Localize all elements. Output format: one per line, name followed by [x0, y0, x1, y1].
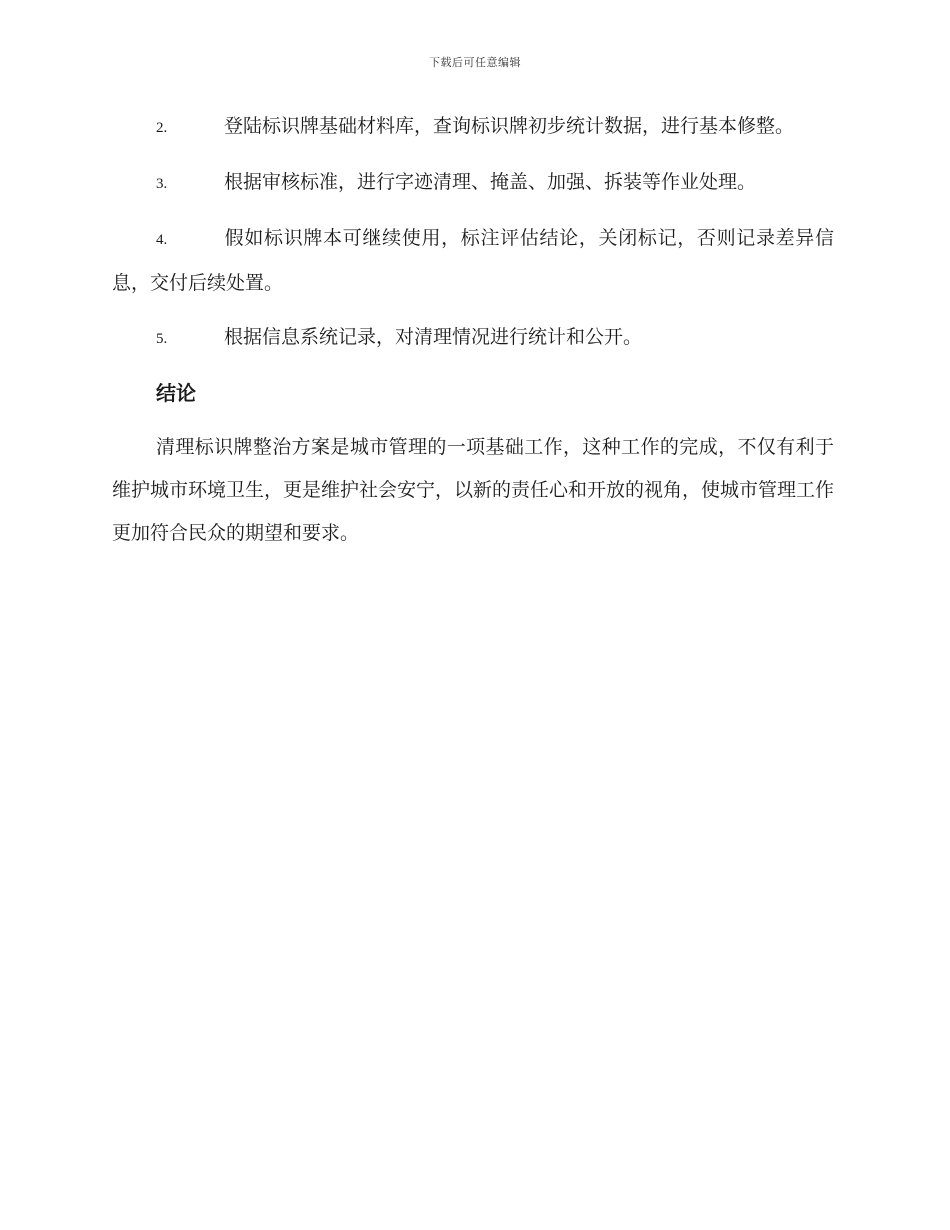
list-item [112, 217, 834, 305]
document-body [112, 105, 834, 555]
list-number: 5. [156, 331, 168, 347]
section-heading-conclusion: 结论 [156, 381, 196, 405]
list-text: 登陆标识牌基础材料库，查询标识牌初步统计数据，进行基本修整。 [224, 115, 795, 137]
list-text: 根据信息系统记录，对清理情况进行统计和公开。 [224, 326, 643, 348]
list-number: 2. [156, 120, 168, 136]
list-item [112, 316, 834, 361]
list-item [112, 105, 834, 150]
list-number: 4. [156, 232, 168, 248]
list-item [112, 161, 834, 206]
header-note: 下载后可任意编辑 [429, 56, 521, 69]
list-text: 假如标识牌本可继续使用，标注评估结论，关闭标记，否则记录差异信息，交付后续处置。 [112, 227, 834, 294]
conclusion-paragraph: 清理标识牌整治方案是城市管理的一项基础工作，这种工作的完成，不仅有利于维护城市环境卫生，更是维护社会安宁，以新的责任心和开放的视角，使城市管理工作更加符合民众的期望和要求。 [112, 436, 835, 544]
list-number: 3. [156, 176, 168, 192]
list-text: 根据审核标准，进行字迹清理、掩盖、加强、拆装等作业处理。 [224, 171, 757, 193]
